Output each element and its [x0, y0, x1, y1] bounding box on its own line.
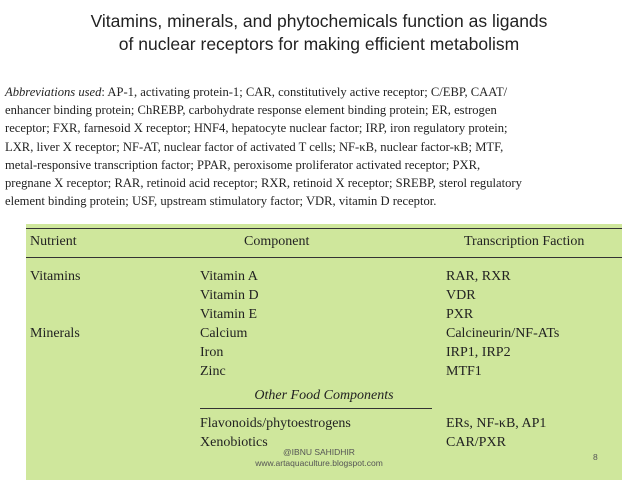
- footer-url: www.artaquaculture.blogspot.com: [255, 458, 383, 468]
- row-component: Vitamin D: [200, 288, 259, 303]
- table-subheading: Other Food Components: [254, 388, 394, 403]
- footer-author: @IBNU SAHIDHIR: [283, 447, 355, 457]
- abbreviations-line: LXR, liver X receptor; NF-AT, nuclear factor of activated T cells; NF-κB, nuclear factor-κB; MTF,: [5, 139, 504, 154]
- row-component: Zinc: [200, 364, 226, 379]
- table-top-rule: [26, 228, 622, 229]
- row-factor: CAR/PXR: [446, 435, 506, 450]
- row-component: Xenobiotics: [200, 435, 268, 450]
- abbreviations-line: Abbreviations used: AP-1, activating protein-1; CAR, constitutively active receptor; C/EBP, CAAT/: [5, 85, 508, 99]
- row-component: Flavonoids/phytoestrogens: [200, 416, 351, 431]
- abbreviations-line: enhancer binding protein; ChREBP, carbohydrate response element binding protein; ER, estrogen: [5, 103, 497, 118]
- footer-credit: [0, 447, 638, 469]
- header-nutrient: Nutrient: [30, 234, 77, 249]
- row-factor: ERs, NF-κB, AP1: [446, 416, 547, 431]
- row-component: Vitamin A: [200, 269, 258, 284]
- subheading-rule: [200, 408, 432, 409]
- nutrient-table: [26, 224, 622, 480]
- row-nutrient: Minerals: [30, 326, 80, 341]
- row-factor: RAR, RXR: [446, 269, 511, 284]
- abbreviations-line: metal-responsive transcription factor; PPAR, peroxisome proliferator activated receptor; PXR,: [5, 157, 481, 172]
- abbreviations-label: Abbreviations used: [5, 85, 102, 99]
- row-factor: Calcineurin/NF-ATs: [446, 326, 560, 341]
- abbreviations-block: [5, 83, 631, 210]
- row-factor: VDR: [446, 288, 476, 303]
- row-factor: IRP1, IRP2: [446, 345, 511, 360]
- slide-title: [0, 10, 638, 56]
- page-number: 8: [593, 452, 598, 462]
- slide-title-line-2: of nuclear receptors for making efficient metabolism: [118, 34, 520, 54]
- slide-title-line-1: Vitamins, minerals, and phytochemicals function as ligands: [90, 11, 548, 31]
- row-factor: MTF1: [446, 364, 482, 379]
- row-component: Iron: [200, 345, 224, 360]
- abbreviations-line: element binding protein; USF, upstream stimulatory factor; VDR, vitamin D receptor.: [5, 194, 437, 209]
- abbreviations-line: pregnane X receptor; RAR, retinoid acid receptor; RXR, retinoid X receptor; SREBP, sterol regulatory: [5, 176, 522, 191]
- abbreviations-line: receptor; FXR, farnesoid X receptor; HNF4, hepatocyte nuclear factor; IRP, iron regulatory protein;: [5, 121, 508, 136]
- row-component: Vitamin E: [200, 307, 258, 322]
- row-factor: PXR: [446, 307, 474, 322]
- header-component: Component: [244, 234, 310, 249]
- header-transcription-factor: Transcription Faction: [464, 234, 585, 249]
- row-nutrient: Vitamins: [30, 269, 81, 284]
- table-header-rule: [26, 257, 622, 258]
- row-component: Calcium: [200, 326, 248, 341]
